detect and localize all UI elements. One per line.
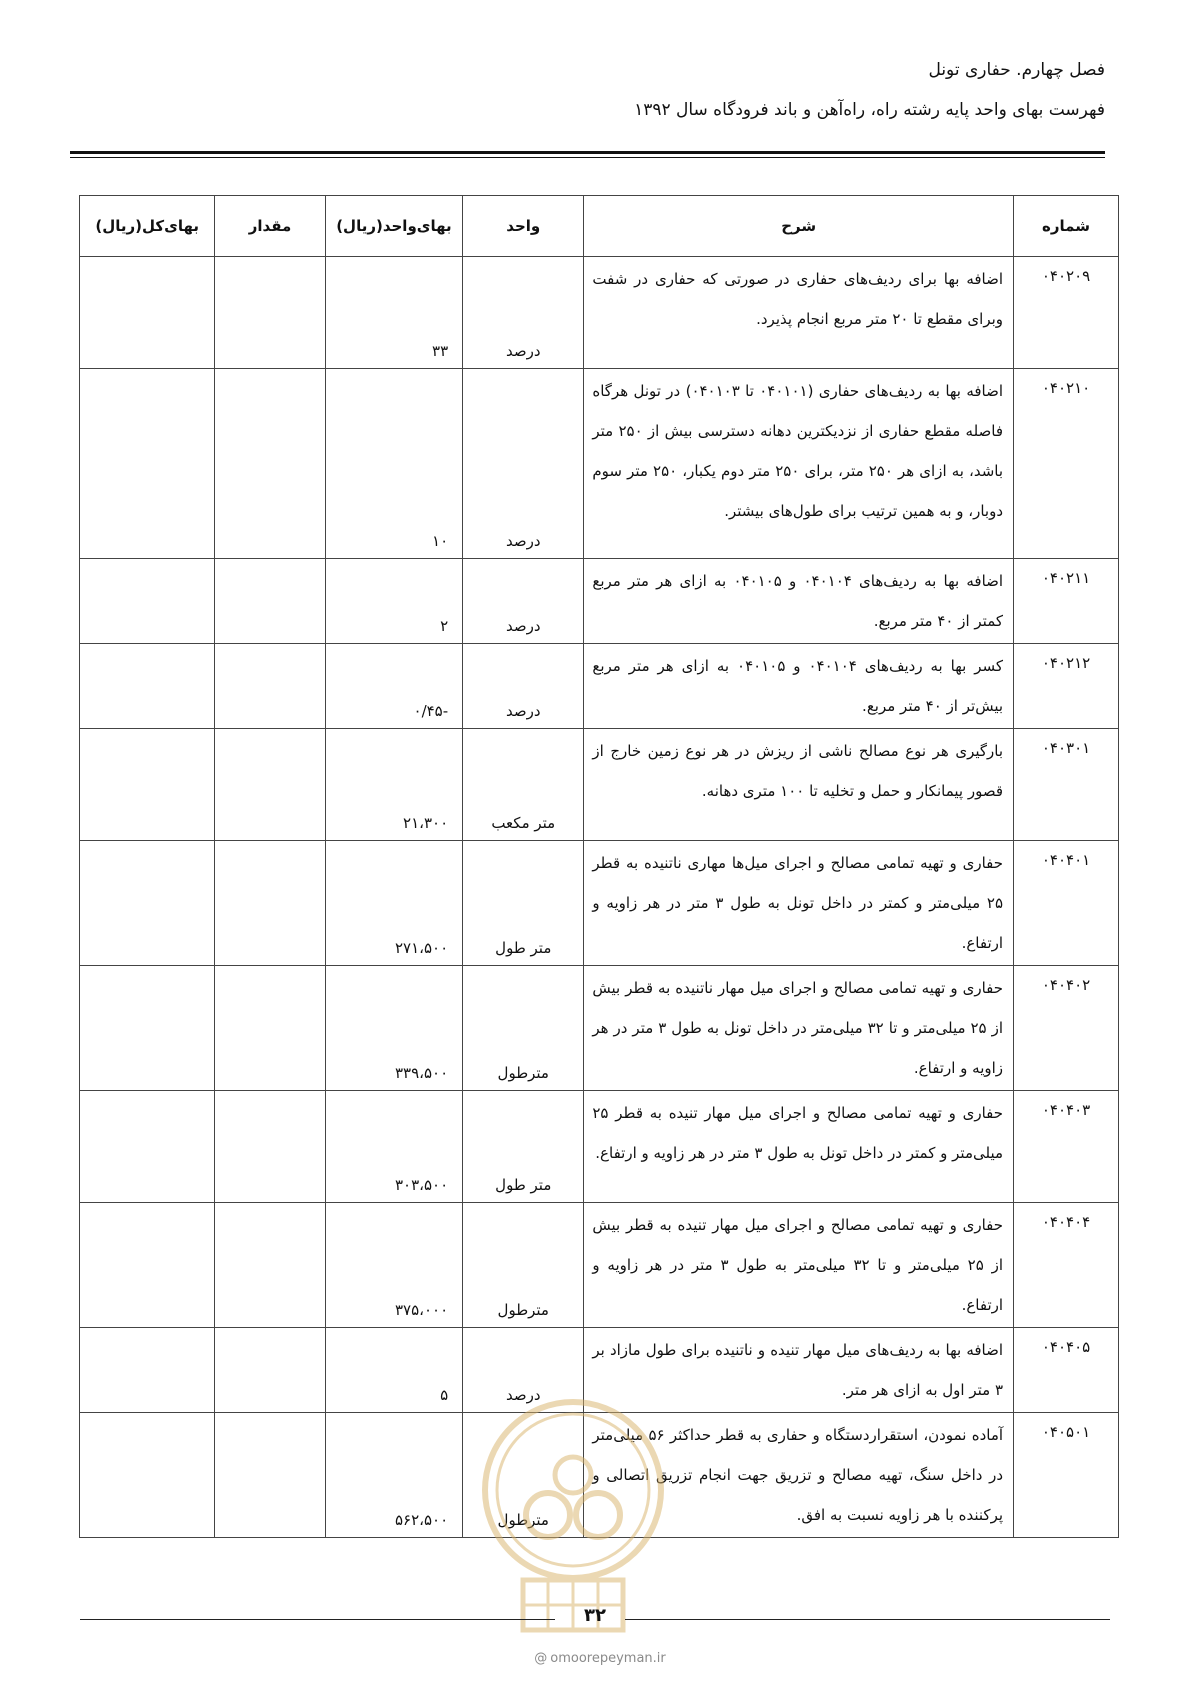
- item-unit-price: ۳۳: [325, 257, 462, 369]
- table-row: [80, 257, 1119, 369]
- table-row: [80, 1328, 1119, 1413]
- column-header-description: شرح: [584, 196, 1014, 257]
- header-divider-thick: [70, 151, 1105, 154]
- item-description: اضافه بها به ردیف‌های ۰۴۰۱۰۴ و ۰۴۰۱۰۵ به ازای هر متر مربع کمتر از ۴۰ متر مربع.: [584, 559, 1014, 644]
- table-row: [80, 841, 1119, 966]
- item-total: [80, 1091, 215, 1203]
- column-header-quantity: مقدار: [215, 196, 325, 257]
- footer-divider-right: [625, 1619, 1110, 1620]
- item-code: ۰۴۰۳۰۱: [1014, 729, 1119, 841]
- item-description: حفاری و تهیه تمامی مصالح و اجرای میل‌ها مهاری ناتنیده به قطر ۲۵ میلی‌متر و کمتر در داخل تونل به طول ۳ متر در هر زاویه و ارتفاع.: [584, 841, 1014, 966]
- item-unit: درصد: [463, 644, 584, 729]
- item-unit: درصد: [463, 257, 584, 369]
- item-code: ۰۴۰۴۰۴: [1014, 1203, 1119, 1328]
- item-quantity: [215, 1091, 325, 1203]
- item-code: ۰۴۰۵۰۱: [1014, 1413, 1119, 1538]
- item-code: ۰۴۰۴۰۵: [1014, 1328, 1119, 1413]
- item-unit: متر طول: [463, 1091, 584, 1203]
- item-unit-price: ۲: [325, 559, 462, 644]
- item-quantity: [215, 841, 325, 966]
- document-subtitle: فهرست بهای واحد پایه رشته راه، راه‌آهن و باند فرودگاه سال ۱۳۹۲: [634, 100, 1105, 120]
- item-unit: درصد: [463, 1328, 584, 1413]
- item-unit-price: ۳۳۹،۵۰۰: [325, 966, 462, 1091]
- table-row: [80, 966, 1119, 1091]
- item-description: حفاری و تهیه تمامی مصالح و اجرای میل مهار ناتنیده به قطر بیش از ۲۵ میلی‌متر و تا ۳۲ میلی‌متر در داخل تونل به طول ۳ متر در هر زاویه و ارتفاع.: [584, 966, 1014, 1091]
- item-total: [80, 257, 215, 369]
- item-code: ۰۴۰۲۱۱: [1014, 559, 1119, 644]
- item-total: [80, 1203, 215, 1328]
- item-total: [80, 369, 215, 559]
- table-row: [80, 369, 1119, 559]
- item-code: ۰۴۰۲۰۹: [1014, 257, 1119, 369]
- item-unit-price: -۰/۴۵: [325, 644, 462, 729]
- chapter-title: فصل چهارم. حفاری تونل: [928, 60, 1105, 80]
- item-unit-price: ۱۰: [325, 369, 462, 559]
- footer-divider-left: [80, 1619, 555, 1620]
- table-row: [80, 1203, 1119, 1328]
- column-header-number: شماره: [1014, 196, 1119, 257]
- item-code: ۰۴۰۲۱۰: [1014, 369, 1119, 559]
- item-unit: مترطول: [463, 1413, 584, 1538]
- item-quantity: [215, 257, 325, 369]
- item-quantity: [215, 729, 325, 841]
- item-description: اضافه بها به ردیف‌های میل مهار تنیده و ناتنیده برای طول مازاد بر ۳ متر اول به ازای هر متر.: [584, 1328, 1014, 1413]
- item-description: بارگیری هر نوع مصالح ناشی از ریزش در هر نوع زمین خارج از قصور پیمانکار و حمل و تخلیه تا ۱۰۰ متری دهانه.: [584, 729, 1014, 841]
- item-unit-price: ۲۱،۳۰۰: [325, 729, 462, 841]
- item-unit: مترطول: [463, 1203, 584, 1328]
- item-description: کسر بها به ردیف‌های ۰۴۰۱۰۴ و ۰۴۰۱۰۵ به ازای هر متر مربع بیش‌تر از ۴۰ متر مربع.: [584, 644, 1014, 729]
- item-unit: متر مکعب: [463, 729, 584, 841]
- column-header-unit-price: بهای‌واحد(ریال): [325, 196, 462, 257]
- column-header-unit: واحد: [463, 196, 584, 257]
- item-quantity: [215, 1203, 325, 1328]
- table-row: [80, 559, 1119, 644]
- website-watermark: [490, 1651, 710, 1666]
- column-header-total: بهای‌کل(ریال): [80, 196, 215, 257]
- item-description: اضافه بها برای ردیف‌های حفاری در صورتی که حفاری در شفت وبرای مقطع تا ۲۰ متر مربع انجام پذیرد.: [584, 257, 1014, 369]
- table-row: [80, 729, 1119, 841]
- item-total: [80, 729, 215, 841]
- item-code: ۰۴۰۴۰۲: [1014, 966, 1119, 1091]
- item-code: ۰۴۰۲۱۲: [1014, 644, 1119, 729]
- item-total: [80, 1328, 215, 1413]
- item-quantity: [215, 559, 325, 644]
- item-unit-price: ۵: [325, 1328, 462, 1413]
- item-quantity: [215, 369, 325, 559]
- item-quantity: [215, 644, 325, 729]
- item-total: [80, 1413, 215, 1538]
- item-total: [80, 644, 215, 729]
- item-description: حفاری و تهیه تمامی مصالح و اجرای میل مهار تنیده به قطر ۲۵ میلی‌متر و کمتر در داخل تونل به طول ۳ متر در هر زاویه و ارتفاع.: [584, 1091, 1014, 1203]
- item-quantity: [215, 1328, 325, 1413]
- item-total: [80, 966, 215, 1091]
- item-unit-price: ۵۶۲،۵۰۰: [325, 1413, 462, 1538]
- table-row: [80, 1413, 1119, 1538]
- price-list-table: [79, 195, 1119, 1538]
- item-code: ۰۴۰۴۰۱: [1014, 841, 1119, 966]
- item-unit-price: ۳۷۵،۰۰۰: [325, 1203, 462, 1328]
- item-unit: درصد: [463, 369, 584, 559]
- item-quantity: [215, 1413, 325, 1538]
- header-divider-thin: [70, 157, 1105, 158]
- at-sign-icon: @: [534, 1651, 548, 1666]
- item-unit-price: ۳۰۳،۵۰۰: [325, 1091, 462, 1203]
- item-code: ۰۴۰۴۰۳: [1014, 1091, 1119, 1203]
- item-unit: متر طول: [463, 841, 584, 966]
- table-header-row: [80, 196, 1119, 257]
- item-total: [80, 559, 215, 644]
- page-header: [70, 60, 1105, 160]
- item-unit: مترطول: [463, 966, 584, 1091]
- table-row: [80, 1091, 1119, 1203]
- item-description: اضافه بها به ردیف‌های حفاری (۰۴۰۱۰۱ تا ۰۴۰۱۰۳) در تونل هرگاه فاصله مقطع حفاری از نزدیکترین دهانه دسترسی بیش از ۲۵۰ متر باشد، به ازای هر ۲۵۰ متر، برای ۲۵۰ متر دوم یکبار، ۲۵۰ متر سوم دوبار، و به همین ترتیب برای طول‌های بیشتر.: [584, 369, 1014, 559]
- table-row: [80, 644, 1119, 729]
- item-unit-price: ۲۷۱،۵۰۰: [325, 841, 462, 966]
- website-url: omoorepeyman.ir: [550, 1651, 666, 1666]
- page-number: ۳۲: [584, 1605, 606, 1626]
- item-description: حفاری و تهیه تمامی مصالح و اجرای میل مهار تنیده به قطر بیش از ۲۵ میلی‌متر و تا ۳۲ میلی‌متر به طول ۳ متر در هر زاویه و ارتفاع.: [584, 1203, 1014, 1328]
- item-quantity: [215, 966, 325, 1091]
- item-total: [80, 841, 215, 966]
- item-description: آماده نمودن، استقراردستگاه و حفاری به قطر حداکثر ۵۶ میلی‌متر در داخل سنگ، تهیه مصالح و تزریق جهت انجام تزریق اتصالی و پرکننده با هر زاویه نسبت به افق.: [584, 1413, 1014, 1538]
- item-unit: درصد: [463, 559, 584, 644]
